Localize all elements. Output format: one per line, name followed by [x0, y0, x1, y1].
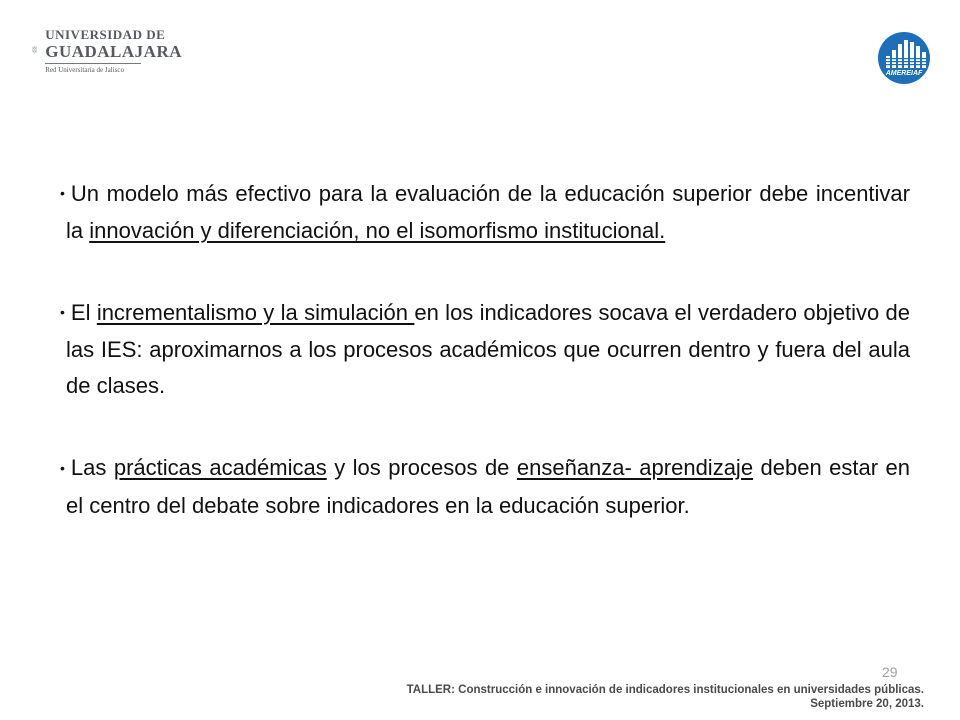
bullet-list	[60, 176, 911, 570]
university-subtitle: Red Universitaria de Jalisco	[45, 66, 124, 74]
logo-divider	[45, 63, 141, 64]
bullet-1-text-2: en los indicadores socava el verdadero objetivo de las IES: aproximarnos a los procesos académicos que ocurren dentro y fuera del aula de clases.	[66, 300, 911, 399]
footer-date: Septiembre 20, 2013.	[810, 698, 924, 710]
bullet-2-text-2: y los procesos de	[326, 455, 517, 481]
bullet-2-text-1: prácticas académicas	[113, 455, 327, 481]
bullet-item	[60, 450, 910, 523]
footer-title-line	[407, 683, 924, 697]
bullet-icon: •	[60, 304, 65, 321]
building-bars-icon	[876, 30, 932, 86]
footer	[407, 683, 924, 711]
bullet-2-text-0: Las	[70, 455, 114, 481]
bullet-icon: •	[60, 185, 65, 202]
bullet-icon: •	[60, 459, 65, 476]
university-name-line2: GUADALAJARA	[45, 42, 182, 61]
university-shield-icon	[32, 26, 37, 74]
university-logo	[32, 26, 182, 78]
bullet-item	[60, 176, 910, 249]
bullet-1-text-0: El	[70, 300, 97, 326]
bullet-2-text-4: deben estar en el centro del debate sobre indicadores en la educación superior.	[66, 455, 910, 518]
university-logo-text	[45, 28, 182, 74]
bullet-1-text-1: incrementalismo y la simulación	[96, 300, 415, 326]
bullet-2-text-3: enseñanza- aprendizaje	[516, 455, 754, 481]
university-name-line1: UNIVERSIDAD DE	[45, 27, 166, 42]
footer-label: TALLER:	[406, 684, 455, 696]
bullet-item	[60, 295, 911, 404]
partner-logo	[876, 30, 932, 86]
page-number: 29	[882, 664, 898, 680]
bullet-0-text-1: innovación y diferenciación, no el isomorfismo institucional.	[89, 218, 666, 244]
partner-logo-name: AMEREIAF	[885, 70, 923, 77]
footer-title: Construcción e innovación de indicadores institucionales en universidades públicas.	[454, 684, 924, 696]
bullet-0-text-0: Un modelo más efectivo para la evaluación de la educación superior debe incentivar la	[66, 181, 910, 244]
